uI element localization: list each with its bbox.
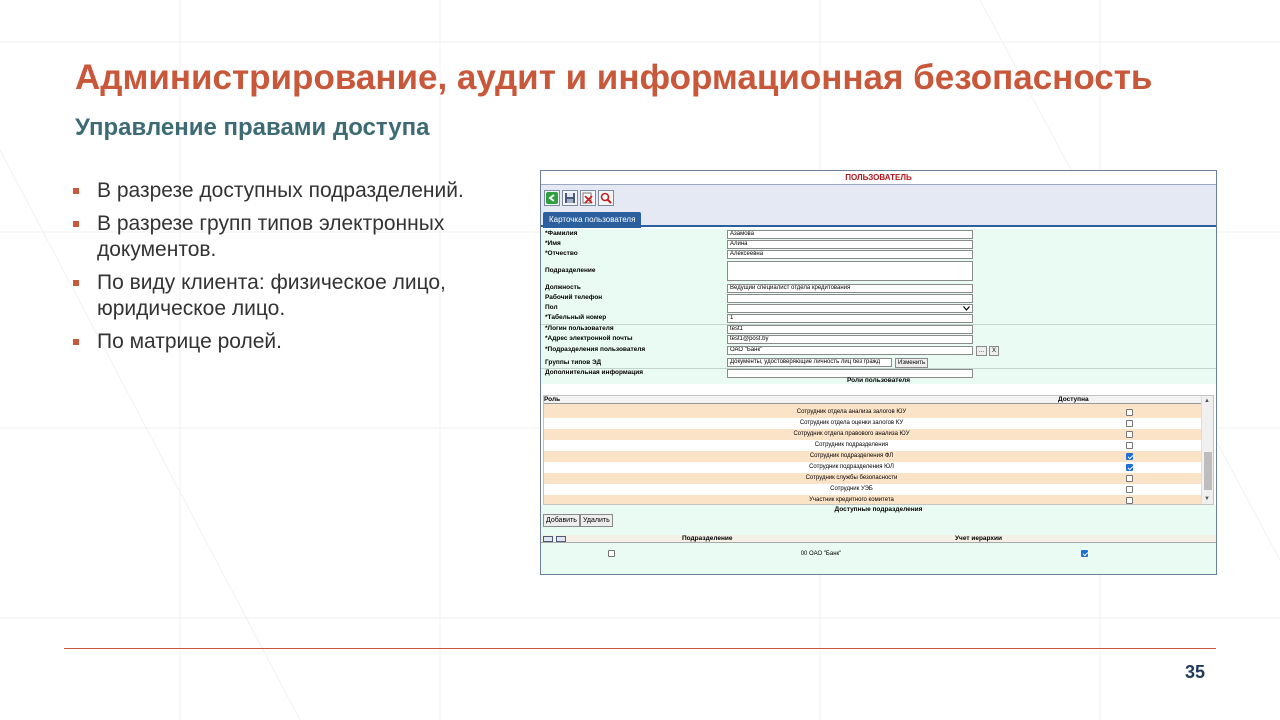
table-row: [544, 429, 1213, 440]
scroll-up-icon[interactable]: ▲: [1204, 398, 1210, 404]
table-row: [541, 549, 1216, 559]
search-icon: [600, 192, 612, 204]
role-name: Сотрудник УЭБ: [830, 486, 873, 492]
save-button[interactable]: [562, 190, 578, 206]
role-available-checkbox[interactable]: [1126, 431, 1133, 438]
bullet-square-icon: [73, 221, 79, 227]
personnel-number-input[interactable]: 1: [727, 314, 973, 323]
field-label-email: *Адрес электронной почты: [545, 335, 633, 342]
footer-divider: [64, 648, 1216, 649]
field-label-personnel-number: *Табельный номер: [545, 314, 607, 321]
bullet-square-icon: [73, 188, 79, 194]
department-textarea[interactable]: [727, 261, 973, 281]
field-label-last-name: *Фамилия: [545, 230, 578, 237]
column-header-available: Доступна: [1058, 396, 1089, 403]
role-name: Сотрудник отдела правового анализа ЮУ: [793, 431, 910, 437]
save-icon: [564, 192, 576, 204]
search-button[interactable]: [598, 190, 614, 206]
clear-button[interactable]: X: [989, 346, 999, 356]
roles-table: [543, 395, 1214, 505]
role-available-checkbox[interactable]: [1126, 420, 1133, 427]
table-row: [544, 495, 1213, 505]
add-button[interactable]: Добавить: [543, 514, 580, 527]
table-row: [544, 462, 1213, 473]
first-name-input[interactable]: Алина: [727, 240, 973, 249]
email-input[interactable]: test1@post.by: [727, 335, 973, 344]
position-input[interactable]: Ведущий специалист отдела кредитования: [727, 284, 973, 293]
role-name: Сотрудник отдела оценки залогов КУ: [799, 420, 904, 426]
field-label-department: Подразделение: [545, 267, 596, 274]
role-available-checkbox[interactable]: [1126, 453, 1133, 460]
field-label-position: Должность: [545, 284, 581, 291]
field-label-work-phone: Рабочий телефон: [545, 294, 603, 301]
field-label-user-departments: *Подразделения пользователя: [545, 346, 646, 353]
bullet-item: В разрезе доступных подразделений.: [72, 178, 512, 204]
gender-select[interactable]: [727, 304, 973, 313]
role-name: Сотрудник отдела анализа залогов ЮУ: [796, 409, 907, 415]
tab-bar: [541, 211, 1216, 227]
ed-groups-input[interactable]: Документы, удостоверяющие личность лиц без гражд: [727, 358, 892, 367]
user-card-window: [540, 170, 1217, 575]
hierarchy-checkbox[interactable]: [1081, 550, 1088, 557]
departments-caption: Доступные подразделения: [834, 506, 923, 513]
role-available-checkbox[interactable]: [1126, 464, 1133, 471]
bullet-item: В разрезе групп типов электронных документов.: [72, 211, 512, 263]
field-label-first-name: *Имя: [545, 240, 561, 247]
bullet-item: По виду клиента: физическое лицо, юридическое лицо.: [72, 270, 512, 322]
tab-user-card[interactable]: Карточка пользователя: [543, 212, 641, 228]
role-available-checkbox[interactable]: [1126, 409, 1133, 416]
field-label-ed-groups: Группы типов ЭД: [545, 359, 602, 366]
patronymic-input[interactable]: Алексеевна: [727, 250, 973, 259]
role-name: Сотрудник подразделения: [814, 442, 889, 448]
bullet-square-icon: [73, 339, 79, 345]
roles-table-header: [544, 396, 1213, 404]
column-header-role: Роль: [544, 396, 561, 403]
bullet-list: [72, 178, 512, 362]
remove-button[interactable]: Удалить: [580, 514, 613, 527]
slide-subtitle: Управление правами доступа: [75, 114, 430, 141]
role-name: Участник кредитного комитета: [809, 497, 894, 503]
roles-caption: Роли пользователя: [846, 377, 911, 384]
role-name: Сотрудник подразделения ФЛ: [809, 453, 894, 459]
role-name: Сотрудник службы безопасности: [805, 475, 898, 481]
table-row: [544, 407, 1213, 418]
column-header-hierarchy: Учет иерархии: [955, 535, 1003, 542]
slide-title: Администрирование, аудит и информационная безопасность: [75, 58, 1153, 97]
page-number: 35: [1184, 662, 1205, 682]
field-label-gender: Пол: [545, 304, 558, 311]
work-phone-input[interactable]: [727, 294, 973, 303]
table-row: [544, 440, 1213, 451]
table-row: [544, 473, 1213, 484]
user-departments-input[interactable]: ОАО "Банк": [727, 346, 973, 355]
scroll-thumb[interactable]: [1204, 452, 1212, 490]
delete-icon: [582, 192, 594, 204]
table-row: [544, 484, 1213, 495]
ellipsis-button[interactable]: ...: [976, 346, 987, 356]
field-label-login: *Логин пользователя: [545, 325, 614, 332]
last-name-input[interactable]: Азамова: [727, 230, 973, 239]
field-label-extra-info: Дополнительная информация: [545, 369, 644, 376]
role-available-checkbox[interactable]: [1126, 486, 1133, 493]
bullet-item: По матрице ролей.: [72, 329, 512, 355]
role-available-checkbox[interactable]: [1126, 442, 1133, 449]
column-header-department: Подразделение: [682, 535, 733, 542]
expand-all-icon[interactable]: [543, 536, 553, 542]
window-title: ПОЛЬЗОВАТЕЛЬ: [541, 171, 1216, 185]
bullet-square-icon: [73, 280, 79, 286]
change-button[interactable]: Изменить: [895, 358, 928, 368]
department-name: 00 ОАО "Банк": [800, 551, 842, 557]
collapse-all-icon[interactable]: [556, 536, 566, 542]
back-button[interactable]: [544, 190, 560, 206]
role-name: Сотрудник подразделения ЮЛ: [809, 464, 894, 470]
role-available-checkbox[interactable]: [1126, 497, 1133, 504]
field-label-patronymic: *Отчество: [545, 250, 578, 257]
table-row: [544, 451, 1213, 462]
table-row: [544, 418, 1213, 429]
role-available-checkbox[interactable]: [1126, 475, 1133, 482]
toolbar: [541, 185, 1216, 211]
delete-button[interactable]: [580, 190, 596, 206]
departments-table-header: [541, 535, 1216, 543]
departments-section: [541, 505, 1216, 575]
roles-scrollbar[interactable]: [1201, 396, 1213, 505]
back-icon: [546, 192, 558, 204]
user-form: [541, 229, 1216, 384]
chevron-down-icon: [963, 306, 970, 311]
login-input[interactable]: test1: [727, 325, 973, 334]
scroll-down-icon[interactable]: ▼: [1204, 496, 1210, 502]
